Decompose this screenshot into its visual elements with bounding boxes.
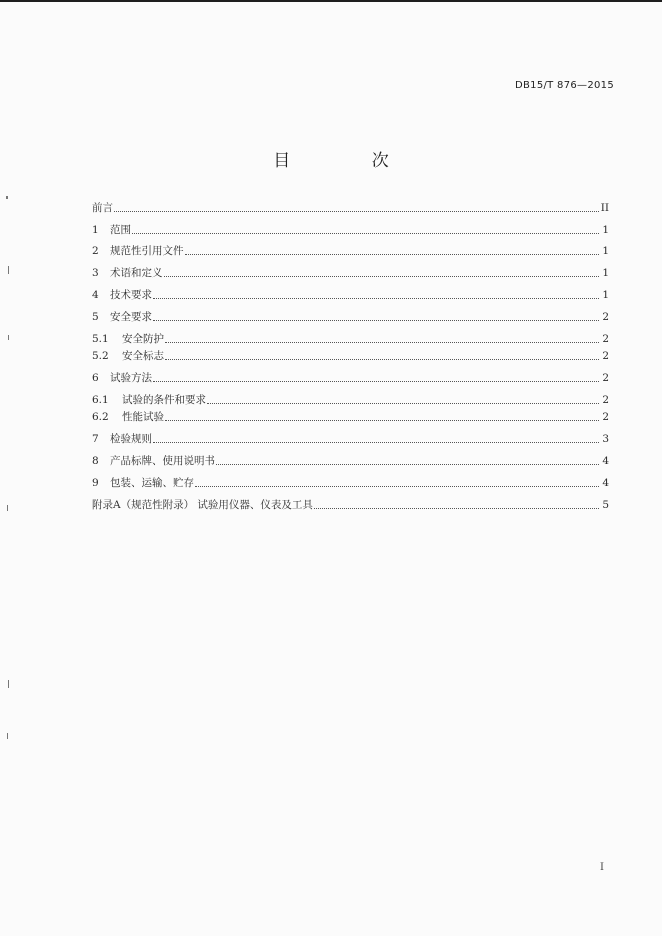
- toc-entry-7[interactable]: [92, 430, 609, 446]
- top-border-line: [0, 0, 662, 2]
- toc-entry-page: 2: [602, 394, 609, 406]
- toc-entry-label: 检验规则: [110, 433, 152, 445]
- dot-leader: [207, 403, 599, 404]
- scan-speck: [8, 335, 9, 340]
- toc-entry-5[interactable]: [92, 308, 609, 324]
- toc-entry-label: 规范性引用文件: [110, 245, 184, 257]
- dot-leader: [314, 508, 599, 509]
- document-code: DB15/T 876—2015: [515, 80, 614, 91]
- toc-entry-8[interactable]: [92, 452, 609, 468]
- toc-entry-number: 6.1: [92, 394, 109, 406]
- scan-speck: [8, 680, 9, 688]
- dot-leader: [195, 486, 599, 487]
- dot-leader: [132, 233, 599, 234]
- toc-entry-number: 4: [92, 289, 99, 301]
- dot-leader: [153, 442, 599, 443]
- toc-entry-number: 9: [92, 477, 99, 489]
- toc-entry-5-1[interactable]: [92, 330, 609, 346]
- toc-entry-page: 2: [602, 411, 609, 423]
- toc-entry-number: 2: [92, 245, 99, 257]
- scan-speck: [6, 196, 8, 199]
- toc-entry-number: 7: [92, 433, 99, 445]
- toc-entry-number: 6: [92, 372, 99, 384]
- toc-entry-page: 4: [602, 455, 609, 467]
- toc-entry-label: 范围: [110, 224, 131, 236]
- scan-speck: [7, 505, 8, 511]
- dot-leader: [165, 342, 599, 343]
- toc-entry-label: 产品标牌、使用说明书: [110, 455, 215, 467]
- toc-entry-foreword[interactable]: [92, 199, 609, 215]
- toc-entry-page: 2: [602, 311, 609, 323]
- toc-entry-page: 2: [602, 350, 609, 362]
- toc-entry-6-2[interactable]: [92, 408, 609, 424]
- toc-entry-appendix-a[interactable]: [92, 496, 609, 512]
- page-title: 目 次: [273, 151, 427, 171]
- dot-leader: [153, 381, 599, 382]
- toc-entry-number: 5.1: [92, 333, 109, 345]
- toc-entry-1[interactable]: [92, 221, 609, 237]
- toc-entry-page: 3: [602, 433, 609, 445]
- toc-entry-label: 术语和定义: [110, 267, 163, 279]
- toc-entry-label: 性能试验: [122, 411, 164, 423]
- toc-entry-number: 3: [92, 267, 99, 279]
- dot-leader: [165, 420, 599, 421]
- dot-leader: [185, 254, 600, 255]
- toc-entry-6[interactable]: [92, 369, 609, 385]
- toc-entry-page: 5: [602, 499, 609, 511]
- toc-entry-label: 附录A（规范性附录） 试验用仪器、仪表及工具: [92, 499, 313, 511]
- toc-entry-number: 1: [92, 224, 99, 236]
- toc-entry-page: 2: [602, 333, 609, 345]
- toc-entry-label: 试验的条件和要求: [122, 394, 206, 406]
- toc-entry-9[interactable]: [92, 474, 609, 490]
- toc-entry-label: 包装、运输、贮存: [110, 477, 194, 489]
- toc-entry-4[interactable]: [92, 286, 609, 302]
- footer-page-number: I: [600, 862, 604, 873]
- toc-entry-label: 安全标志: [122, 350, 164, 362]
- toc-entry-number: 8: [92, 455, 99, 467]
- toc-entry-number: 5: [92, 311, 99, 323]
- toc-entry-page: II: [600, 202, 609, 214]
- toc-entry-3[interactable]: [92, 264, 609, 280]
- toc-entry-number: 5.2: [92, 350, 109, 362]
- dot-leader: [216, 464, 599, 465]
- toc-entry-label: 技术要求: [110, 289, 152, 301]
- toc-entry-page: 2: [602, 372, 609, 384]
- scan-speck: [7, 733, 8, 739]
- toc-entry-page: 1: [602, 289, 609, 301]
- dot-leader: [114, 211, 599, 212]
- toc-entry-label: 前言: [92, 202, 113, 214]
- toc-entry-page: 4: [602, 477, 609, 489]
- scan-speck: [8, 266, 9, 274]
- dot-leader: [165, 359, 599, 360]
- dot-leader: [153, 298, 599, 299]
- toc-entry-6-1[interactable]: [92, 391, 609, 407]
- toc-entry-page: 1: [602, 267, 609, 279]
- toc-entry-page: 1: [602, 245, 609, 257]
- toc-entry-5-2[interactable]: [92, 347, 609, 363]
- toc-entry-2[interactable]: [92, 242, 609, 258]
- dot-leader: [164, 276, 600, 277]
- dot-leader: [153, 320, 599, 321]
- toc-entry-page: 1: [602, 224, 609, 236]
- toc-entry-label: 安全防护: [122, 333, 164, 345]
- toc-entry-label: 试验方法: [110, 372, 152, 384]
- toc-entry-label: 安全要求: [110, 311, 152, 323]
- toc-entry-number: 6.2: [92, 411, 109, 423]
